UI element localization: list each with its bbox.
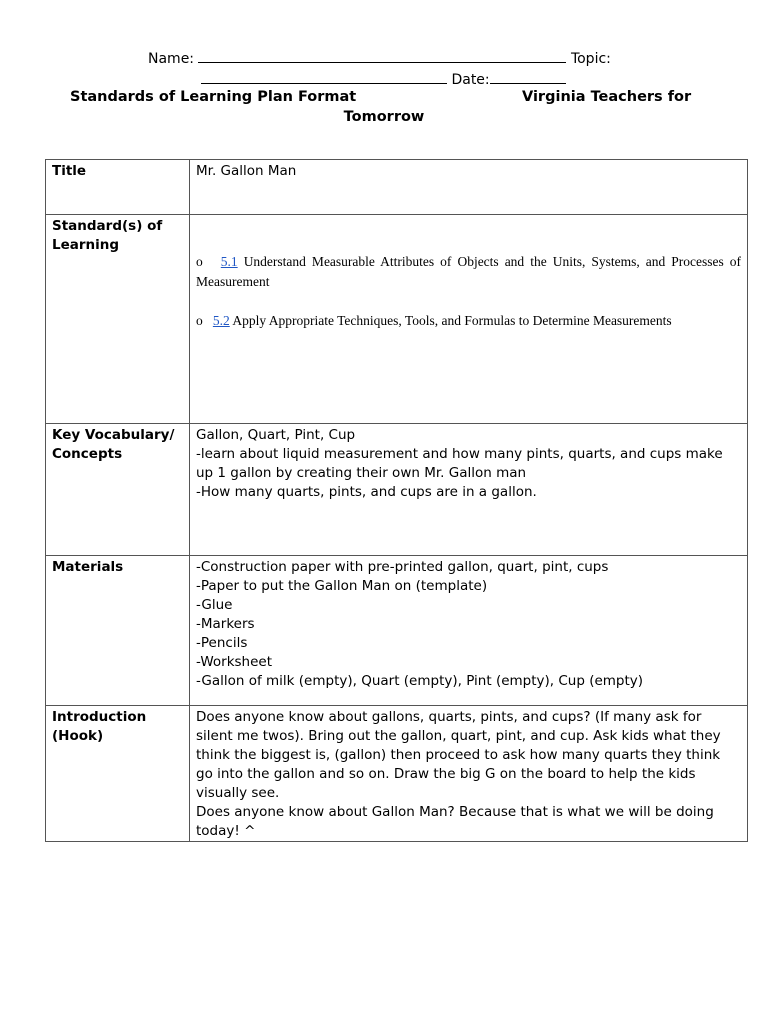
lesson-plan-table [45,159,748,842]
table-row-title [46,160,748,215]
date-label: Date: [451,72,490,88]
vocabulary-line: Gallon, Quart, Pint, Cup [196,427,356,443]
introduction-paragraph: Does anyone know about Gallon Man? Because that is what we will be doing today! ^ [196,804,714,839]
bullet-marker: o [196,254,203,269]
vocabulary-line: -How many quarts, pints, and cups are in a gallon. [196,484,537,500]
organization-title-continued: Tomorrow [343,109,425,125]
standard-item [196,252,741,292]
material-item: -Paper to put the Gallon Man on (template) [196,578,488,594]
name-line [148,47,611,68]
organization-title: Virginia Teachers for [522,89,692,105]
lesson-title-value: Mr. Gallon Man [190,160,748,215]
date-line [201,68,566,89]
standard-link-5-1[interactable]: 5.1 [220,254,238,269]
material-item: -Construction paper with pre-printed gallon, quart, pint, cups [196,559,609,575]
standards-cell [190,215,748,424]
standard-item [196,311,741,331]
name-blank [198,47,566,63]
table-row-introduction [46,706,748,842]
row-label-introduction: Introduction (Hook) [46,706,190,842]
topic-blank [201,68,447,84]
standard-link-5-2[interactable]: 5.2 [212,313,230,328]
material-item: -Markers [196,616,255,632]
material-item: -Worksheet [196,654,273,670]
standard-text: Apply Appropriate Techniques, Tools, and Formulas to Determine Measurements [232,313,672,328]
bullet-marker: o [196,313,203,328]
document-title: Standards of Learning Plan Format [70,89,357,105]
material-item: -Pencils [196,635,248,651]
standard-text: Understand Measurable Attributes of Objects and the Units, Systems, and Processes of Measurement [196,254,741,289]
material-item: -Glue [196,597,233,613]
row-label-materials: Materials [46,556,190,706]
vocabulary-cell [190,424,748,556]
introduction-paragraph: Does anyone know about gallons, quarts, pints, and cups? (If many ask for silent me twos). Bring out the gallon, quart, pint, and cup. Ask kids what they think the biggest is, (gallon) then proceed to ask how many quarts they think go into the gallon and so on. Draw the big G on the board to help the kids visually see. [196,709,721,801]
table-row-vocabulary [46,424,748,556]
row-label-vocabulary: Key Vocabulary/ Concepts [46,424,190,556]
table-row-standards [46,215,748,424]
name-label: Name: [148,51,195,67]
topic-label: Topic: [570,51,611,67]
vocabulary-line: -learn about liquid measurement and how many pints, quarts, and cups make up 1 gallon by creating their own Mr. Gallon man [196,446,723,481]
date-blank [490,68,566,84]
row-label-title: Title [46,160,190,215]
materials-cell [190,556,748,706]
row-label-standards: Standard(s) of Learning [46,215,190,424]
table-row-materials [46,556,748,706]
material-item: -Gallon of milk (empty), Quart (empty), Pint (empty), Cup (empty) [196,673,644,689]
introduction-cell [190,706,748,842]
document-title-row [70,89,710,109]
